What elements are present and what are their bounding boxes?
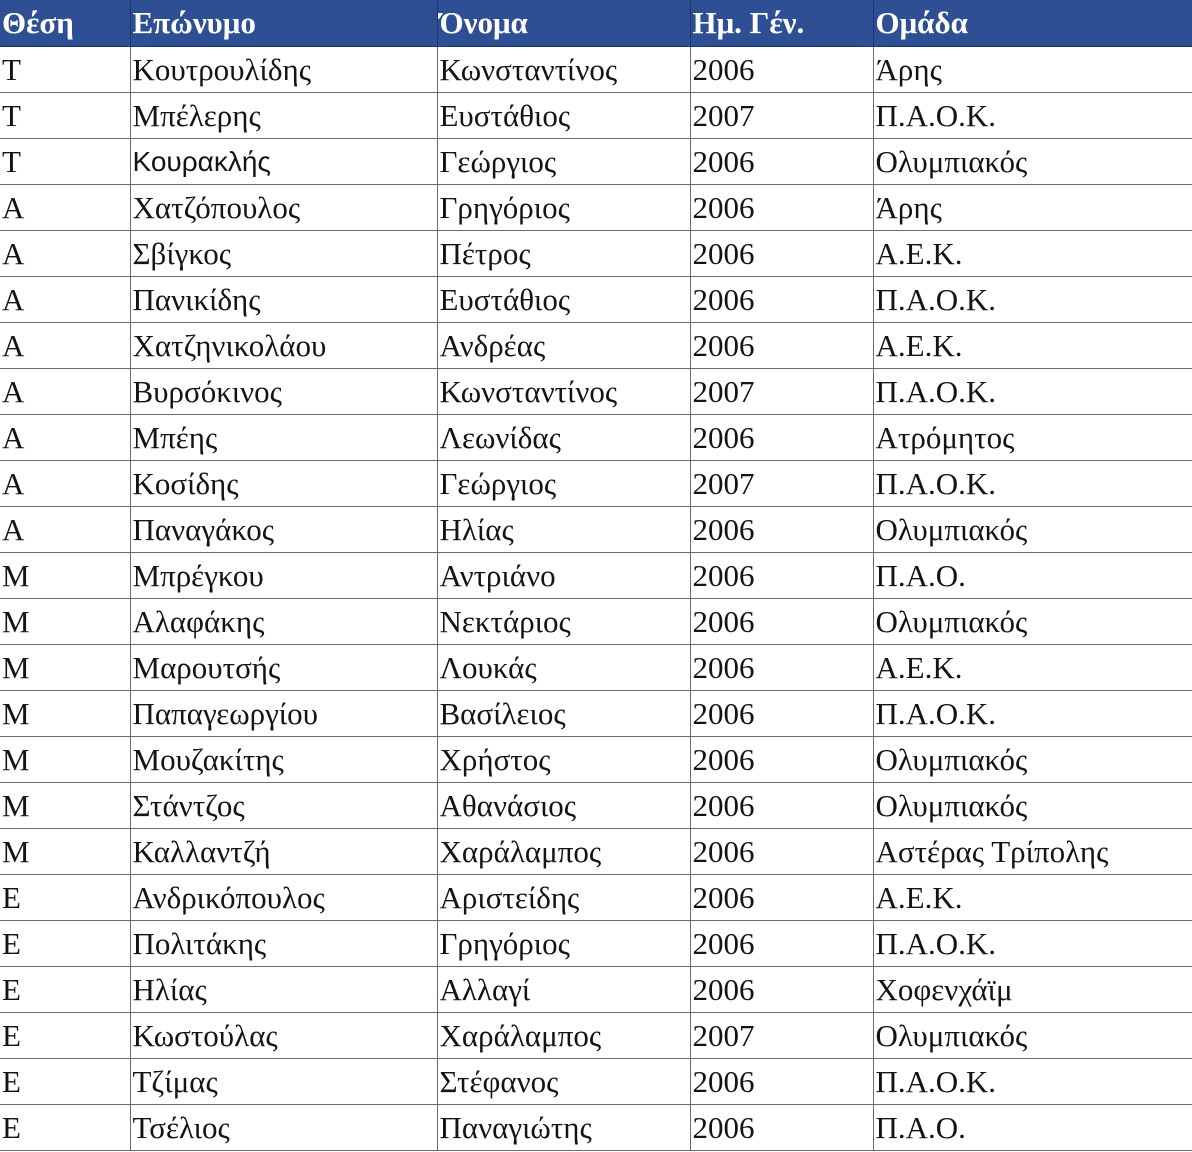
cell-team: Π.Α.Ο.Κ.: [873, 93, 1192, 139]
cell-birth-year: 2006: [690, 415, 873, 461]
cell-position: Ε: [0, 1059, 130, 1105]
cell-position: Τ: [0, 47, 130, 93]
cell-birth-year: 2006: [690, 139, 873, 185]
cell-first-name: Παναγιώτης: [437, 1105, 690, 1151]
cell-first-name: Βασίλειος: [437, 691, 690, 737]
cell-team: Άρης: [873, 185, 1192, 231]
cell-surname: Ηλίας: [130, 967, 437, 1013]
cell-team: Ολυμπιακός: [873, 139, 1192, 185]
cell-birth-year: 2006: [690, 1059, 873, 1105]
cell-birth-year: 2006: [690, 1105, 873, 1151]
cell-first-name: Ευστάθιος: [437, 93, 690, 139]
cell-surname: Κουτρουλίδης: [130, 47, 437, 93]
cell-surname: Μουζακίτης: [130, 737, 437, 783]
cell-position: Α: [0, 461, 130, 507]
cell-first-name: Χαράλαμπος: [437, 829, 690, 875]
cell-position: Α: [0, 369, 130, 415]
header-row: [0, 0, 1192, 47]
cell-surname: Χατζόπουλος: [130, 185, 437, 231]
table-header: [0, 0, 1192, 47]
table-row: [0, 323, 1192, 369]
cell-surname: Κουρακλής: [130, 139, 437, 185]
cell-team: Ολυμπιακός: [873, 783, 1192, 829]
cell-team: Ολυμπιακός: [873, 599, 1192, 645]
cell-position: Μ: [0, 829, 130, 875]
cell-position: Ε: [0, 921, 130, 967]
cell-team: Άρης: [873, 47, 1192, 93]
cell-birth-year: 2006: [690, 185, 873, 231]
cell-team: Π.Α.Ο.Κ.: [873, 1059, 1192, 1105]
table-row: [0, 1105, 1192, 1151]
table-row: [0, 461, 1192, 507]
cell-birth-year: 2006: [690, 921, 873, 967]
table-body: [0, 47, 1192, 1151]
cell-position: Α: [0, 415, 130, 461]
table-row: [0, 921, 1192, 967]
cell-surname: Βυρσόκινος: [130, 369, 437, 415]
header-first-name: Όνομα: [437, 0, 690, 47]
cell-surname: Ανδρικόπουλος: [130, 875, 437, 921]
cell-team: Π.Α.Ο.: [873, 553, 1192, 599]
cell-birth-year: 2007: [690, 93, 873, 139]
cell-position: Μ: [0, 553, 130, 599]
cell-position: Ε: [0, 875, 130, 921]
cell-position: Ε: [0, 1105, 130, 1151]
table-row: [0, 185, 1192, 231]
cell-first-name: Γεώργιος: [437, 461, 690, 507]
cell-team: Α.Ε.Κ.: [873, 231, 1192, 277]
cell-position: Ε: [0, 1013, 130, 1059]
table-row: [0, 415, 1192, 461]
cell-first-name: Γεώργιος: [437, 139, 690, 185]
cell-surname: Τζίμας: [130, 1059, 437, 1105]
cell-first-name: Λεωνίδας: [437, 415, 690, 461]
cell-team: Ατρόμητος: [873, 415, 1192, 461]
cell-surname: Σβίγκος: [130, 231, 437, 277]
cell-team: Π.Α.Ο.: [873, 1105, 1192, 1151]
table-row: [0, 369, 1192, 415]
cell-birth-year: 2006: [690, 277, 873, 323]
cell-position: Μ: [0, 691, 130, 737]
table-row: [0, 277, 1192, 323]
cell-surname: Χατζηνικολάου: [130, 323, 437, 369]
header-birth-year: Ημ. Γέν.: [690, 0, 873, 47]
cell-birth-year: 2006: [690, 645, 873, 691]
table-row: [0, 1013, 1192, 1059]
cell-first-name: Αλλαγί: [437, 967, 690, 1013]
cell-position: Α: [0, 231, 130, 277]
cell-birth-year: 2006: [690, 323, 873, 369]
cell-first-name: Χρήστος: [437, 737, 690, 783]
table-row: [0, 47, 1192, 93]
cell-birth-year: 2006: [690, 47, 873, 93]
cell-birth-year: 2006: [690, 599, 873, 645]
table-row: [0, 875, 1192, 921]
table-row: [0, 691, 1192, 737]
table-row: [0, 599, 1192, 645]
cell-first-name: Πέτρος: [437, 231, 690, 277]
table-row: [0, 1059, 1192, 1105]
cell-birth-year: 2007: [690, 1013, 873, 1059]
cell-team: Π.Α.Ο.Κ.: [873, 691, 1192, 737]
cell-team: Π.Α.Ο.Κ.: [873, 369, 1192, 415]
table-row: [0, 829, 1192, 875]
cell-birth-year: 2006: [690, 553, 873, 599]
cell-first-name: Γρηγόριος: [437, 921, 690, 967]
cell-surname: Στάντζος: [130, 783, 437, 829]
cell-team: Αστέρας Τρίπολης: [873, 829, 1192, 875]
cell-first-name: Κωνσταντίνος: [437, 47, 690, 93]
header-surname: Επώνυμο: [130, 0, 437, 47]
table-row: [0, 231, 1192, 277]
cell-birth-year: 2006: [690, 783, 873, 829]
cell-first-name: Κωνσταντίνος: [437, 369, 690, 415]
cell-team: Ολυμπιακός: [873, 507, 1192, 553]
cell-first-name: Ευστάθιος: [437, 277, 690, 323]
cell-surname: Πολιτάκης: [130, 921, 437, 967]
cell-position: Α: [0, 185, 130, 231]
cell-birth-year: 2006: [690, 691, 873, 737]
cell-birth-year: 2006: [690, 829, 873, 875]
table-row: [0, 93, 1192, 139]
table-row: [0, 967, 1192, 1013]
table-row: [0, 737, 1192, 783]
cell-position: Α: [0, 507, 130, 553]
cell-position: Μ: [0, 737, 130, 783]
cell-position: Τ: [0, 139, 130, 185]
table-row: [0, 507, 1192, 553]
cell-surname: Αλαφάκης: [130, 599, 437, 645]
cell-first-name: Αθανάσιος: [437, 783, 690, 829]
cell-team: Χοφενχάϊμ: [873, 967, 1192, 1013]
cell-first-name: Στέφανος: [437, 1059, 690, 1105]
cell-team: Π.Α.Ο.Κ.: [873, 277, 1192, 323]
table-row: [0, 783, 1192, 829]
cell-position: Μ: [0, 599, 130, 645]
cell-surname: Παναγάκος: [130, 507, 437, 553]
cell-first-name: Ηλίας: [437, 507, 690, 553]
cell-surname: Μπέλερης: [130, 93, 437, 139]
cell-position: Μ: [0, 645, 130, 691]
cell-birth-year: 2007: [690, 461, 873, 507]
cell-team: Ολυμπιακός: [873, 1013, 1192, 1059]
table-row: [0, 139, 1192, 185]
cell-team: Α.Ε.Κ.: [873, 875, 1192, 921]
table-row: [0, 645, 1192, 691]
cell-position: Τ: [0, 93, 130, 139]
cell-birth-year: 2006: [690, 507, 873, 553]
cell-position: Μ: [0, 783, 130, 829]
cell-first-name: Αριστείδης: [437, 875, 690, 921]
cell-team: Π.Α.Ο.Κ.: [873, 921, 1192, 967]
header-team: Ομάδα: [873, 0, 1192, 47]
cell-surname: Μπέης: [130, 415, 437, 461]
cell-birth-year: 2006: [690, 875, 873, 921]
cell-first-name: Νεκτάριος: [437, 599, 690, 645]
cell-birth-year: 2007: [690, 369, 873, 415]
cell-birth-year: 2006: [690, 967, 873, 1013]
header-position: Θέση: [0, 0, 130, 47]
table-row: [0, 553, 1192, 599]
cell-surname: Παπαγεωργίου: [130, 691, 437, 737]
cell-first-name: Λουκάς: [437, 645, 690, 691]
cell-surname: Κωστούλας: [130, 1013, 437, 1059]
cell-first-name: Ανδρέας: [437, 323, 690, 369]
cell-birth-year: 2006: [690, 737, 873, 783]
cell-team: Α.Ε.Κ.: [873, 323, 1192, 369]
cell-surname: Κοσίδης: [130, 461, 437, 507]
cell-position: Α: [0, 323, 130, 369]
cell-first-name: Χαράλαμπος: [437, 1013, 690, 1059]
cell-team: Α.Ε.Κ.: [873, 645, 1192, 691]
cell-first-name: Γρηγόριος: [437, 185, 690, 231]
cell-surname: Πανικίδης: [130, 277, 437, 323]
cell-team: Ολυμπιακός: [873, 737, 1192, 783]
cell-surname: Καλλαντζή: [130, 829, 437, 875]
cell-surname: Μπρέγκου: [130, 553, 437, 599]
cell-surname: Μαρουτσής: [130, 645, 437, 691]
cell-first-name: Αντριάνο: [437, 553, 690, 599]
cell-birth-year: 2006: [690, 231, 873, 277]
cell-position: Α: [0, 277, 130, 323]
cell-position: Ε: [0, 967, 130, 1013]
cell-surname: Τσέλιος: [130, 1105, 437, 1151]
cell-team: Π.Α.Ο.Κ.: [873, 461, 1192, 507]
